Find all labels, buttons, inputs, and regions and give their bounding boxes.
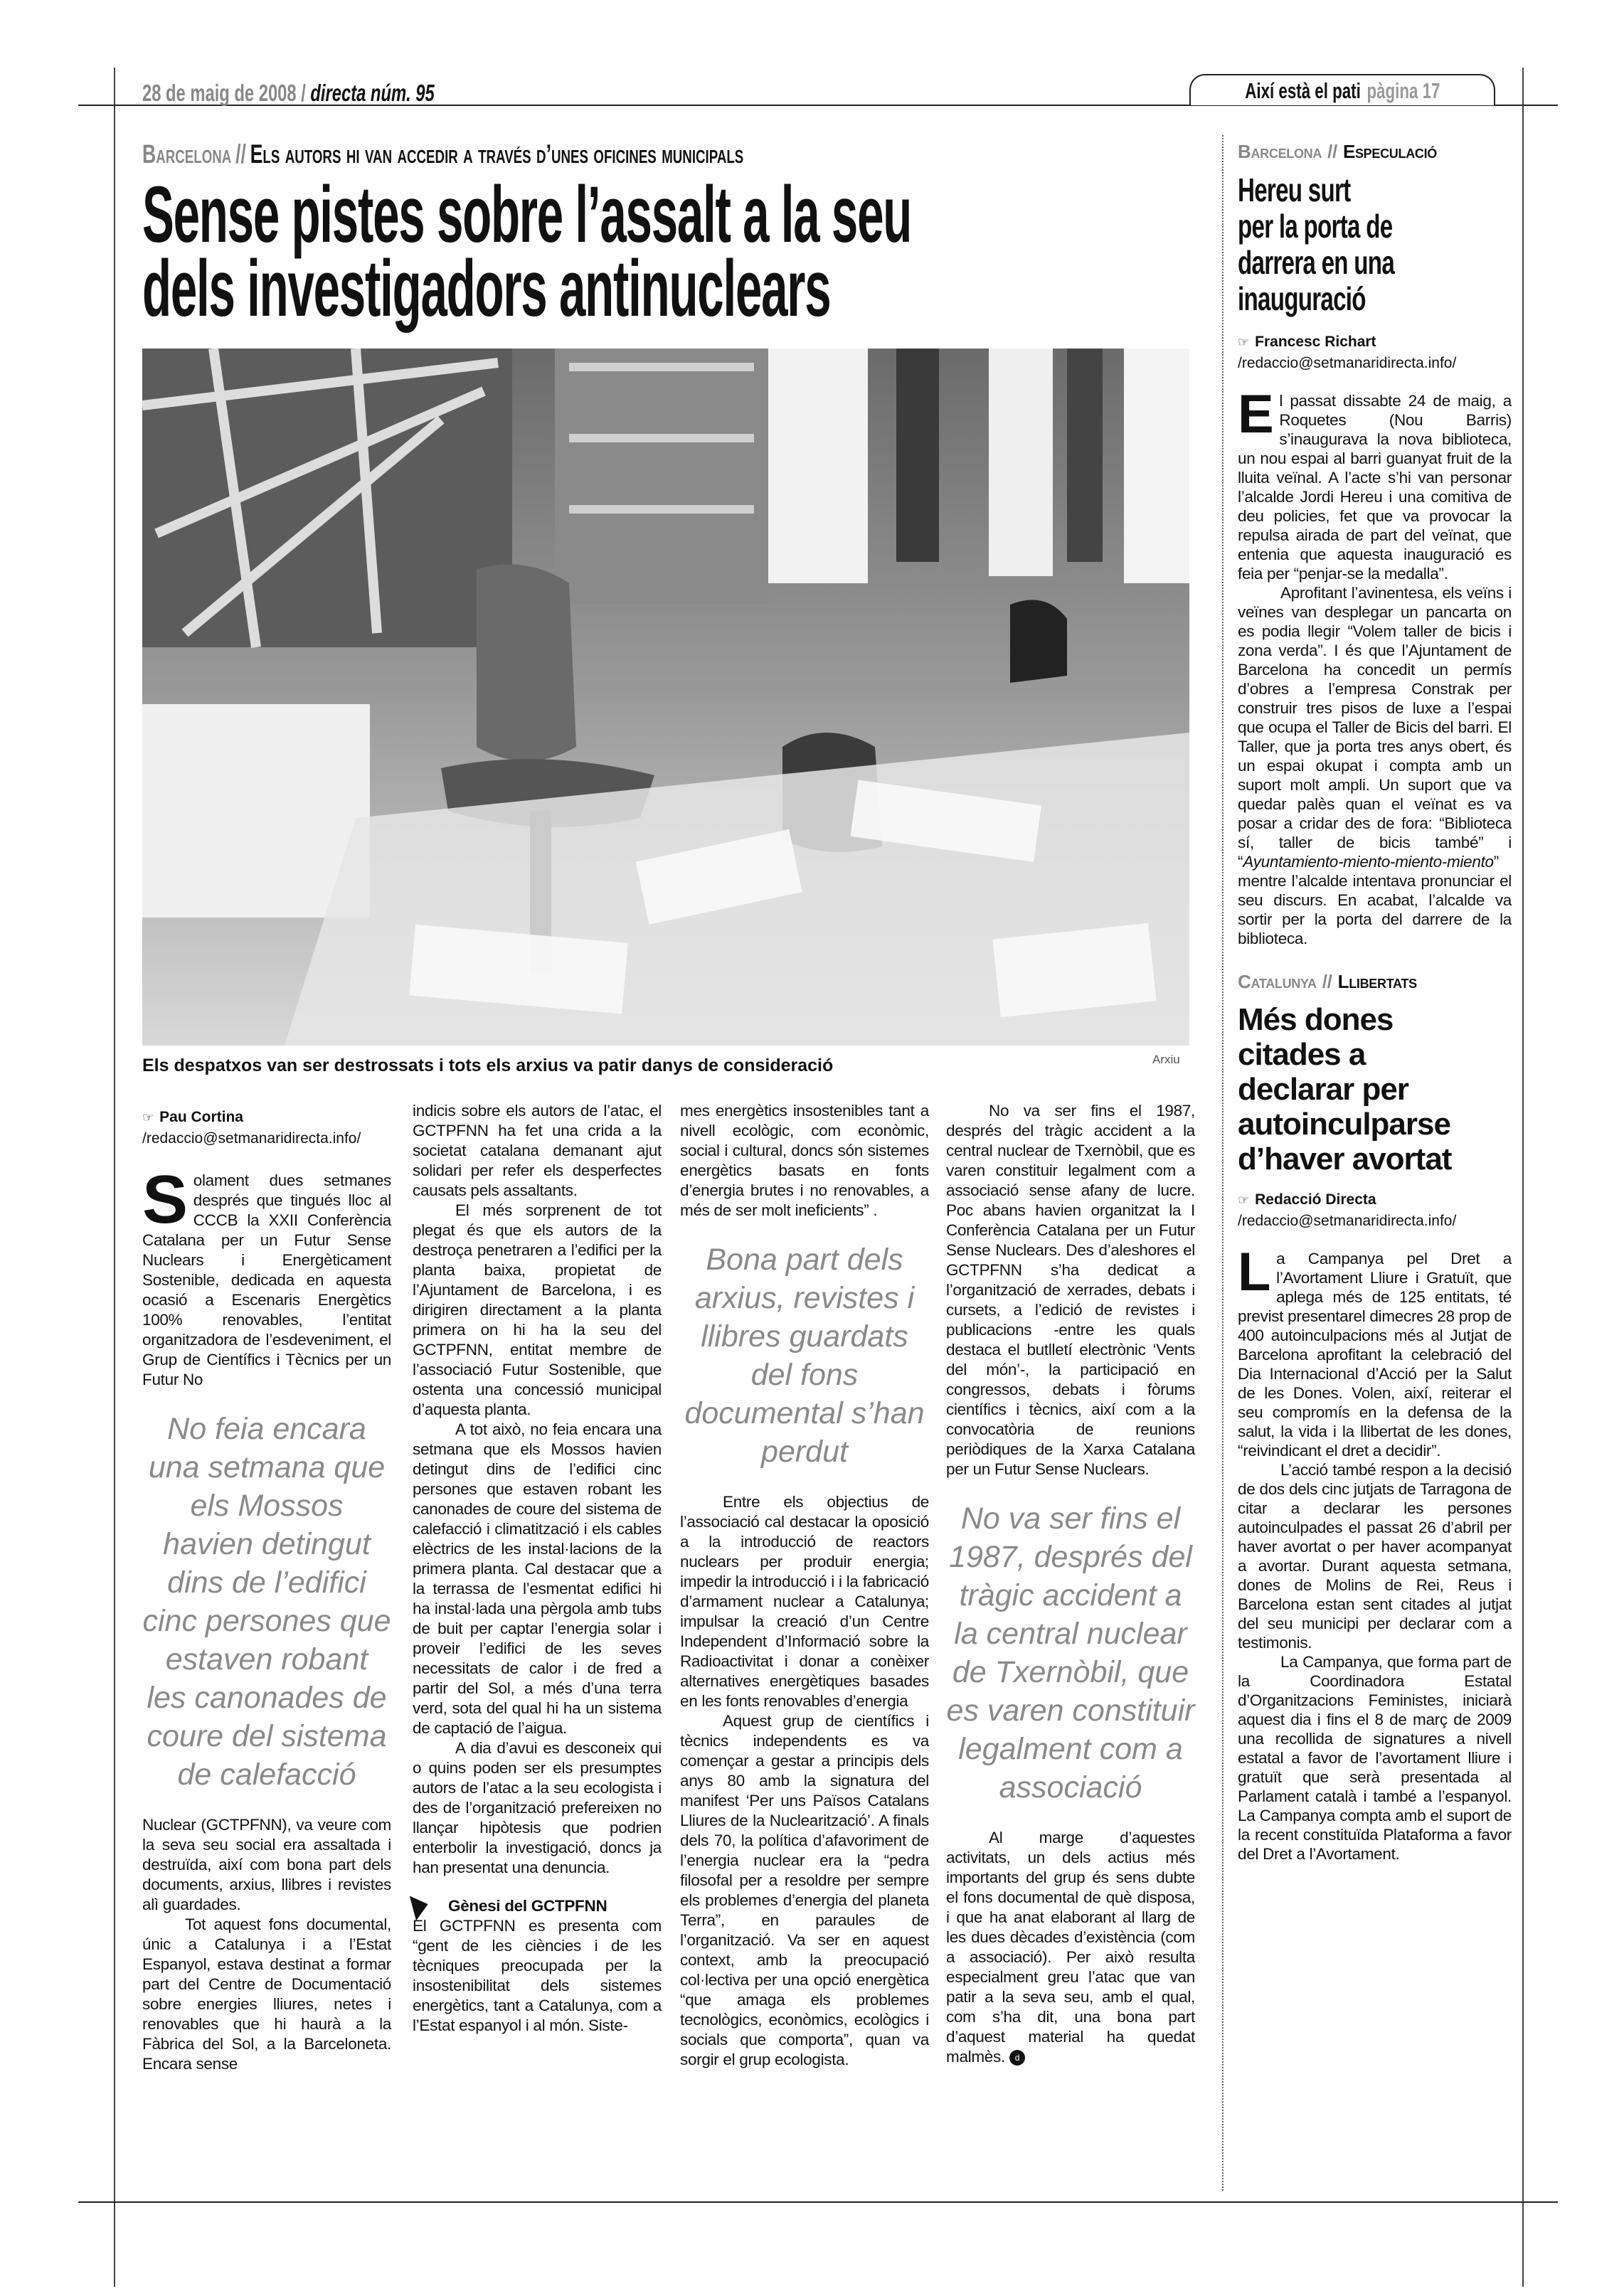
- author-byline: [1238, 1189, 1512, 1232]
- headline-line: per la porta de: [1238, 208, 1393, 245]
- kicker-separator: //: [1327, 141, 1337, 162]
- sidebar-article-2: [1238, 969, 1512, 1864]
- kicker-place: Barcelona: [142, 139, 232, 169]
- body-paragraph: A tot això, no feia encara una setmana que els Mossos havien detingut dins de l’edifici cinc persones que estaven robant les canonades de coure del sistema de calefacció i climatització i els cables elèctrics de les instal·lacions de la primera planta. Cal destacar que a la terrassa de l’esmentat edifici hi ha instal·lada una pèrgola amb tubs de buit per captar l’energia solar i proveir l’edifici de les seves necessitats de calor i de fred a partir del Sol, a més d’una terra verd, sota del qual hi ha un sistema de captació de l’aigua.: [413, 1420, 662, 1737]
- body-paragraph: Nuclear (GCTPFNN), va veure com la seva seu social era assaltada i destruïda, així com bona part dels documents, arxius, llibres i revistes alì guardades.: [142, 1816, 391, 1913]
- kicker-separator: //: [1322, 971, 1332, 992]
- headline-line: Més dones: [1238, 1002, 1394, 1037]
- kicker-topic: Llibertats: [1337, 971, 1417, 992]
- body-paragraph: L’acció també respon a la decisió de dos dels cinc jutjats de Tarragona de citar a declarar les persones autoinculpades el passat 26 d’abril per haver avortat o per haver acompanyat a avortar. Durant aquesta setmana, dones de Molins de Rei, Reus i Barcelona estan sent citades al jutjat del seu municipi per declarar com a testimonis.: [1238, 1461, 1512, 1652]
- photo-caption: Els despatxos van ser destrossats i tots els arxius va patir danys de consideració: [142, 1056, 834, 1075]
- kicker-place: Catalunya: [1238, 971, 1317, 992]
- sidebar-kicker: [1238, 139, 1512, 164]
- page-header-date: [142, 80, 548, 107]
- sidebar-kicker: [1238, 969, 1512, 994]
- section-name: Així està el pati: [1244, 78, 1361, 103]
- article-column-4: [946, 1101, 1195, 2067]
- pointing-hand-icon: ☞: [142, 1110, 154, 1125]
- author-name: Pau Cortina: [159, 1109, 243, 1125]
- issue-date: 28 de maig de 2008: [142, 80, 297, 106]
- end-of-article-logo: d: [1009, 2050, 1025, 2066]
- article-photo: [142, 349, 1189, 1046]
- headline-line: Hereu surt: [1238, 171, 1351, 208]
- header-separator: /: [301, 80, 306, 106]
- kicker-separator: //: [235, 139, 246, 169]
- body-paragraph: indicis sobre els autors de l’atac, el GCTPFNN ha fet una crida a la societat catalana demanant ajut solidari per refer els desperfectes causats pels assaltants.: [413, 1102, 662, 1199]
- body-paragraph: No va ser fins el 1987, després del tràgic accident a la central nuclear de Txernòbil, que es varen constituir legalment com a associació sense afany de lucre. Poc abans havien organitzat la I Conferència Catalana per un Futur Sense Nuclears. Des d’aleshores el GCTPFNN s’ha dedicat a l’organització de xerrades, debats i cursets, a l’edició de revistes i publicacions -entre les quals destaca el butlletí electrònic ‘Vents del món’-, la participació en congressos, debats i fòrums científics i tècnics, així com a la convocatòria de reunions periòdiques de la Xarxa Catalana per un Futur Sense Nuclears.: [946, 1102, 1195, 1478]
- author-email[interactable]: /redaccio@setmanaridirecta.info/: [1238, 355, 1457, 371]
- body-paragraph: El més sorprenent de tot plegat és que els autors de la destroça penetraren a l’edifici per la planta baixa, propietat de l’Ajuntament de Barcelona, i es dirigiren directament a la planta primera on hi ha la seu del GCTPFNN, entitat membre de l’associació Futur Sostenible, que ostenta una concessió municipal d’aquesta planta.: [413, 1201, 662, 1418]
- section-tab: [1189, 74, 1495, 105]
- drop-cap: L: [1238, 1242, 1271, 1302]
- chant-quote: Ayuntamiento-miento-miento-miento: [1243, 853, 1494, 871]
- main-kicker: [142, 139, 977, 169]
- body-paragraph: Tot aquest fons documental, únic a Catalunya i a l’Estat Espanyol, estava destinat a formar part del Centre de Documentació sobre energies lliures, netes i renovables que hi haurà a la Fàbrica del Sol, a la Barceloneta. Encara sense: [142, 1915, 391, 2073]
- headline-line: dels investigadors antinuclears: [142, 244, 831, 333]
- column-divider: [1222, 135, 1224, 2191]
- ransacked-office-photo: [142, 349, 1189, 1046]
- headline-line: d’haver avortat: [1238, 1142, 1452, 1176]
- subheading: [413, 1896, 662, 1916]
- headline-line: autoinculparse: [1238, 1107, 1450, 1142]
- body-paragraph: mes energètics insostenibles tant a nivell ecològic, com econòmic, social i cultural, doncs són sistemes energètics basats en fonts d’energia brutes i no renovables, a més de ser molt ineficients” .: [680, 1102, 929, 1219]
- author-byline: [1238, 331, 1512, 374]
- body-paragraph: a Campanya pel Dret a l’Avortament Lliure i Gratuït, que aplega més de 125 entitats, té previst presentarel dimecres 28 prop de 400 autoinculpacions més al Jutjat de Barcelona aprofitant la celebració del Dia Internacional d’Acció per la Salut de les Dones. Volen, així, reiterar el seu compromís en la defensa de la salut, la vida i la llibertat de les dones, “reivindicant el dret a decidir”.: [1238, 1250, 1512, 1460]
- author-name: Francesc Richart: [1255, 334, 1376, 350]
- page-number: pàgina 17: [1366, 78, 1440, 103]
- footer-rule: [78, 2201, 1558, 2203]
- body-paragraph: olament dues setmanes després que tingués lloc al CCCB la XXII Conferència Catalana per un Futur Sense Nuclears i Energèticament Sostenible, dedicada en aquesta ocasió a Escenaris Energètics 100% renovables, l’entitat organitzadora de l’esdeveniment, el Grup de Científics i Tècnics per un Futur No: [142, 1171, 391, 1388]
- body-paragraph: Aquest grup de científics i tècnics independents es va començar a gestar a principis dels anys 80 amb la signatura del manifest ‘Per uns Països Catalans Lliures de la Nuclearització’. A finals dels 70, la política d’afavoriment de l’energia nuclear era la “pedra filosofal per a resoldre per sempre els problemes d’energia del planeta Terra”, en paraules de l’organització. Va ser en aquest context, amb la preocupació col·lectiva per una opció energètica “que amaga els problemes tecnològics, econòmics, ecològics i socials que comporta”, quan va sorgir el grup ecologista.: [680, 1712, 929, 2068]
- margin-line-left: [114, 68, 115, 2287]
- sidebar-article-1: [1238, 139, 1512, 948]
- drop-cap: E: [1238, 384, 1274, 445]
- photo-credit: Arxiu: [1152, 1053, 1180, 1066]
- kicker-topic: Especulació: [1342, 141, 1437, 162]
- author-email[interactable]: /redaccio@setmanaridirecta.info/: [1238, 1213, 1457, 1229]
- headline-line: Sense pistes sobre l’assalt a la seu: [142, 170, 912, 259]
- body-paragraph: A dia d’avui es desconeix qui o quins poden ser els presumptes autors de l’atac a la seu ecologista i des de l’organització prefereixen no llançar hipòtesis que podrien enterbolir la investigació, doncs ja han presentat una denuncia.: [413, 1739, 662, 1876]
- headline-line: darrera en una: [1238, 244, 1395, 281]
- headline-line: declarar per: [1238, 1072, 1408, 1107]
- sidebar-headline: [1238, 1002, 1512, 1176]
- pull-quote: No va ser fins el 1987, després del tràgic accident a la central nuclear de Txernòbil, que es varen constituir legalment com a associació: [946, 1502, 1195, 1805]
- drop-cap: S: [142, 1162, 188, 1238]
- body-paragraph: Entre els objectius de l’associació cal destacar la oposició a la introducció de reactors nuclears per produir energia; impedir la introducció i i la fabricació d’armament nuclear a Catalunya; impulsar la creació d’un Centre Independent d’Informació sobre la Radioactivitat i donar a conèixer alternatives energètiques basades en les fonts renovables d’energia: [680, 1493, 929, 1710]
- body-paragraph: l passat dissabte 24 de maig, a Roquetes (Nou Barris) s’inaugurava la nova biblioteca, un nou espai al barri guanyat fruit de la lluita veïnal. A l’acte s’hi van personar l’alcalde Jordi Hereu i una comitiva de deu policies, fet que va provocar la repulsa airada de part del veïnat, que entenia que aquesta inauguració es feia per “penjar-se la medalla”.: [1238, 392, 1512, 583]
- pull-quote: No feia encara una setmana que els Mossos havien detingut dins de l’edifici cinc persones que estaven robant les canonades de coure del sistema de calefacció: [142, 1412, 391, 1792]
- kicker-topic: Els autors hi van accedir a través d’unes oficines municipals: [250, 139, 744, 169]
- author-byline: [142, 1107, 391, 1149]
- sidebar-headline: [1238, 172, 1512, 317]
- headline-line: inauguració: [1238, 280, 1366, 317]
- article-column-3: [680, 1101, 929, 2070]
- body-paragraph: La Campanya, que forma part de la Coordinadora Estatal d’Organitzacions Feministes, iniciarà aquest dia i fins el 8 de març de 2009 una recollida de signatures a nivell estatal a favor de l’avortament lliure i gratuït que serà presentada al Parlament català i també a l’espanyol. La Campanya compta amb el suport de la recent constituïda Plataforma a favor del Dret a l’Avortament.: [1238, 1653, 1512, 1863]
- body-paragraph: Al marge d’aquestes activitats, un dels actius més importants del grup és sens dubte el fons documental de què disposa, i que ha anat elaborant al llarg de les dues dècades d’existència (com a associació). Per això resulta especialment greu l’atac que van patir a la seva seu, amb el qual, com s’ha dit, una bona part d’aquest material ha quedat malmès.: [946, 1829, 1195, 2066]
- body-paragraph: El GCTPFNN es presenta com “gent de les ciències i de les tècniques preocupada per la insostenibilitat dels sistemes energètics, tant a Catalunya, com a l’Estat espanyol i al món. Siste-: [413, 1917, 662, 2034]
- margin-line-right: [1522, 68, 1524, 2287]
- author-email[interactable]: /redaccio@setmanaridirecta.info/: [142, 1130, 361, 1147]
- kicker-place: Barcelona: [1238, 141, 1322, 162]
- article-column-2: [413, 1101, 662, 2036]
- pointing-hand-icon: ☞: [1238, 1193, 1250, 1207]
- article-column-1: [142, 1107, 391, 2074]
- body-paragraph: Aprofitant l’avinentesa, els veïns i veïnes van desplegar un pancarta on es podia llegir “Volem taller de bicis i zona verda”. I és que l’Ajuntament de Barcelona ha concedit un permís d’obres a l’empresa Constrak per construir tres pisos de luxe a l’espai que ocupa el Taller de Bicis del barri. El Taller, que ja porta tres anys obert, és un espai okupat i compta amb un suport molt ampli. Un suport que va quedar palès quan el veïnat es va posar a cridar des de fora: “Biblioteca sí, taller de bicis també” i “: [1238, 584, 1512, 871]
- headline-line: citades a: [1238, 1037, 1366, 1072]
- subheading-text: Gènesi del GCTPFNN: [448, 1897, 607, 1915]
- pull-quote: Bona part dels arxius, revistes i llibres guardats del fons documental s’han perdut: [684, 1243, 925, 1469]
- publication-number: directa núm. 95: [310, 80, 435, 106]
- sidebar: [1238, 139, 1512, 1864]
- author-name: Redacció Directa: [1255, 1191, 1376, 1208]
- pointing-hand-icon: ☞: [1238, 335, 1250, 349]
- main-headline: [142, 170, 1424, 333]
- body-paragraph: ” mentre l’alcalde intentava pronunciar el seu discurs. En acabat, l’alcalde va sortir per la porta del darrere de la biblioteca.: [1238, 853, 1512, 947]
